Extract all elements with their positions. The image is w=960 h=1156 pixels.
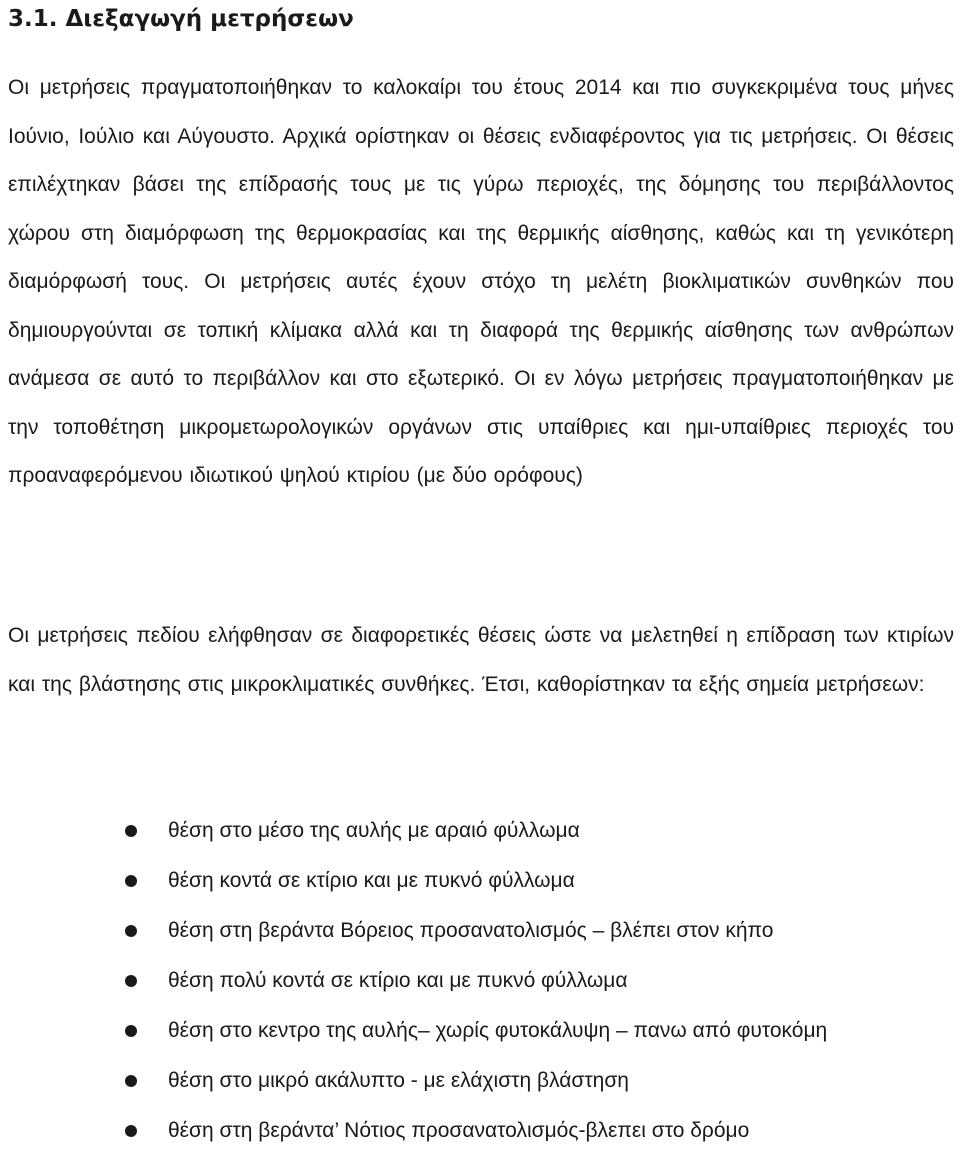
paragraph-measurements-intro: Οι μετρήσεις πραγματοποιήθηκαν το καλοκαίρι του έτους 2014 και πιο συγκεκριμένα τους μήνες Ιούνιο, Ιούλιο και Αύγουστο. Αρχικά ορίστηκαν οι θέσεις ενδιαφέροντος για τις μετρήσεις. Οι θέσεις επιλέχτηκαν βάσει της επίδρασής τους με τις γύρω περιοχές, της δόμησης του περιβάλλοντος χώρου στη διαμόρφωση της θερμοκρασίας και της θερμικής αίσθησης, καθώς και τη γενικότερη διαμόρφωσή τους. Οι μετρήσεις αυτές έχουν στόχο τη μελέτη βιοκλιματικών συνθηκών που δημιουργούνται σε τοπική κλίμακα αλλά και τη διαφορά της θερμικής αίσθησης των ανθρώπων ανάμεσα σε αυτό το περιβάλλον και στο εξωτερικό. Οι εν λόγω μετρήσεις πραγματοποιήθηκαν με την τοποθέτηση μικρομετωρολογικών οργάνων στις υπαίθριες και ημι-υπαίθριες περιοχές του προαναφερόμενου ιδιωτικού ψηλού κτιρίου (με δύο ορόφους) [8,76,954,487]
list-item-text: θέση στη βεράντα’ Νότιος προσανατολισμός-βλεπει στο δρόμο [168,1119,750,1142]
list-item-text: θέση στη βεράντα Βόρειος προσανατολισμός – βλέπει στον κήπο [168,919,774,942]
list-item [0,1006,960,1056]
bullet-icon [125,825,137,837]
list-item-text: θέση πολύ κοντά σε κτίριο και με πυκνό φύλλωμα [168,969,628,992]
bullet-icon [125,1025,137,1037]
list-item [0,856,960,906]
list-item [0,806,960,856]
paragraph-measurement-points: Οι μετρήσεις πεδίου ελήφθησαν σε διαφορετικές θέσεις ώστε να μελετηθεί η επίδραση των κτιρίων και της βλάστησης στις μικροκλιματικές συνθήκες. Έτσι, καθορίστηκαν τα εξής σημεία μετρήσεων: [8,624,954,696]
bullet-icon [125,975,137,987]
bullet-icon [125,1075,137,1087]
bullet-icon [125,925,137,937]
list-item [0,956,960,1006]
list-item-text: θέση στο κεντρο της αυλής– χωρίς φυτοκάλυψη – πανω από φυτοκόμη [168,1019,828,1042]
list-item [0,1106,960,1156]
section-heading: 3.1. Διεξαγωγή μετρήσεων [8,6,354,32]
list-item [0,906,960,956]
bullet-icon [125,1125,137,1137]
list-item-text: θέση κοντά σε κτίριο και με πυκνό φύλλωμα [168,869,575,892]
bullet-icon [125,875,137,887]
measurement-points-list [0,806,960,1156]
list-item [0,1056,960,1106]
list-item-text: θέση στο μικρό ακάλυπτο - με ελάχιστη βλάστηση [168,1069,629,1092]
list-item-text: θέση στο μέσο της αυλής με αραιό φύλλωμα [168,819,580,842]
